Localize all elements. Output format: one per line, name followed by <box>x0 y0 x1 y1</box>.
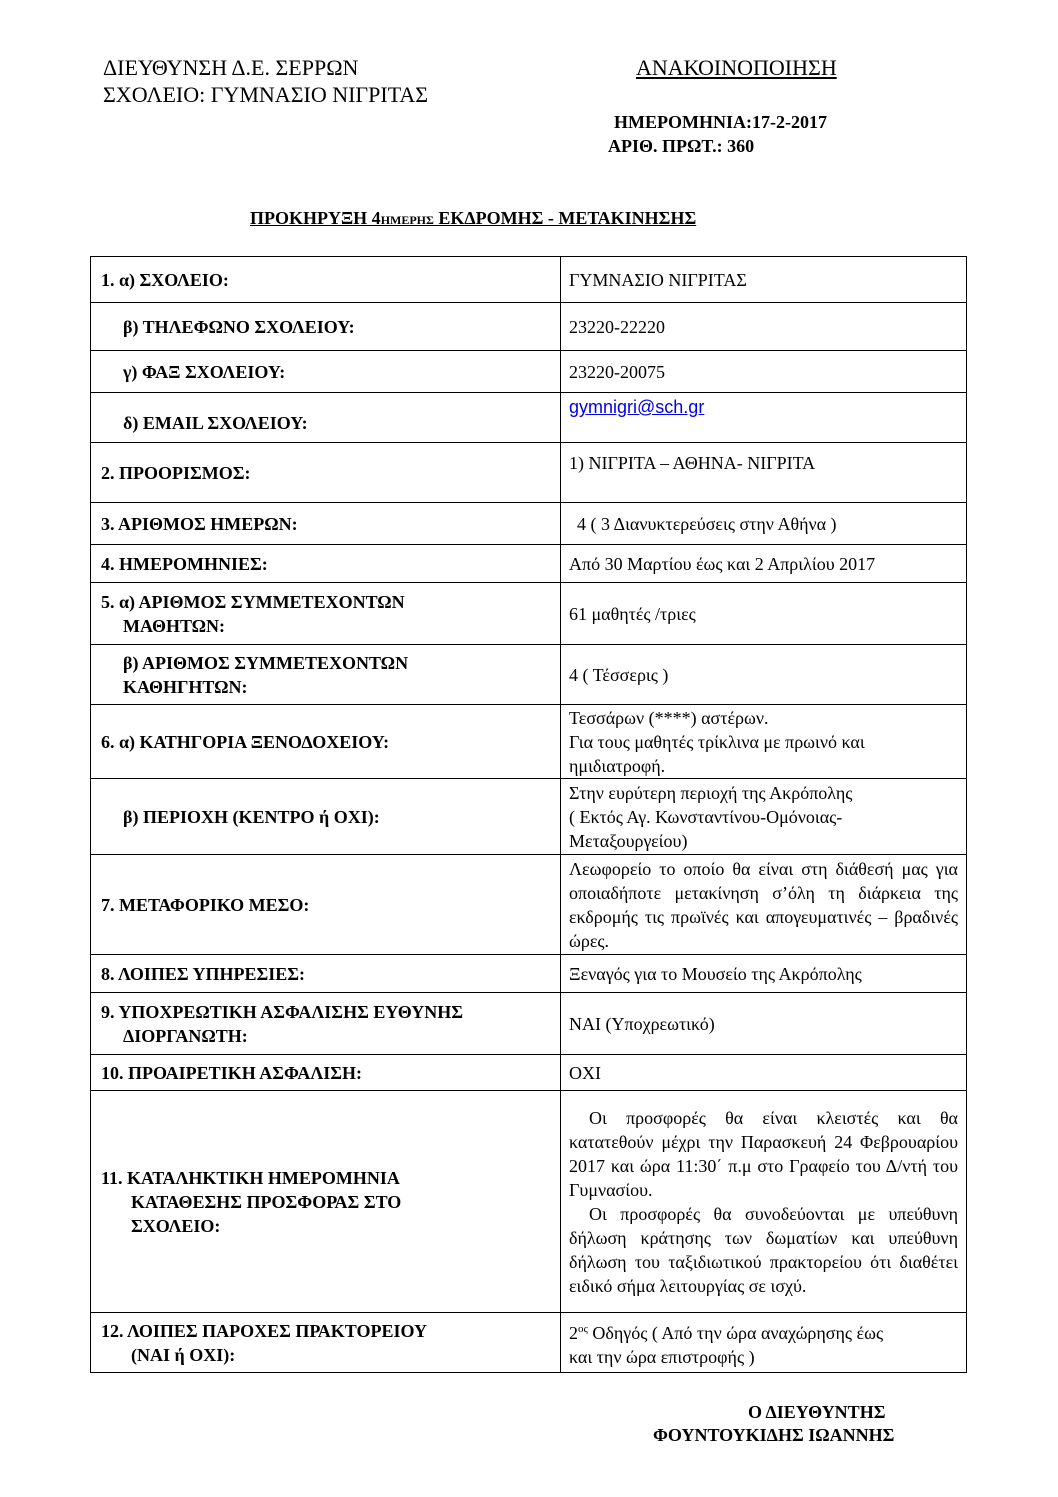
table-row <box>91 993 967 1055</box>
teachers-value: 4 ( Τέσσερις ) <box>561 645 967 705</box>
table-row <box>91 1091 967 1313</box>
table-row <box>91 503 967 545</box>
insurance-label: 9. ΥΠΟΧΡΕΩΤΙΚΗ ΑΣΦΑΛΙΣΗΣ ΕΥΘΥΝΗΣ ΔΙΟΡΓΑΝΩΤΗ: <box>101 1001 463 1046</box>
director-title: Ο ΔΙΕΥΘΥΝΤΗΣ <box>748 1402 886 1422</box>
services-value: Ξεναγός για το Μουσείο της Ακρόπολης <box>561 955 967 993</box>
proclamation-part-1: ΠΡΟΚΗΡΥΞΗ 4 <box>250 208 381 228</box>
date-line: ΗΜΕΡΟΜΗΝΙΑ:17-2-2017 <box>614 112 827 132</box>
table-row <box>91 545 967 583</box>
agency-label: 12. ΛΟΙΠΕΣ ΠΑΡΟΧΕΣ ΠΡΑΚΤΟΡΕΙΟΥ (ΝΑΙ ή ΟΧΙ): <box>101 1320 427 1365</box>
hotel-label: 6. α) ΚΑΤΗΓΟΡΙΑ ΞΕΝΟΔΟΧΕΙΟΥ: <box>91 705 561 779</box>
table-row <box>91 645 967 705</box>
destination-value: 1) ΝΙΓΡΙΤΑ – ΑΘΗΝΑ- ΝΙΓΡΙΤΑ <box>561 443 967 503</box>
trip-details-table <box>90 256 967 1373</box>
insurance-value: ΝΑΙ (Υποχρεωτικό) <box>561 993 967 1055</box>
agency-value: $2^{o\varsigma}$ Οδηγός ( Από την ώρα αναχώρησης έως και την ώρα επιστροφής ) <box>561 1313 967 1373</box>
proclamation-part-3: ΕΚΔΡΟΜΗΣ - ΜΕΤΑΚΙΝΗΣΗΣ <box>433 208 697 228</box>
hotel-value: Τεσσάρων (****) αστέρων. Για τους μαθητές τρίκλινα με πρωινό και ημιδιατροφή. <box>561 705 967 779</box>
phone-label: β) ΤΗΛΕΦΩΝΟ ΣΧΟΛΕΙΟΥ: <box>123 316 355 337</box>
table-row <box>91 955 967 993</box>
deadline-value: Οι προσφορές θα είναι κλειστές και θα κατατεθούν μέχρι την Παρασκευή 24 Φεβρουαρίου 2017 και ώρα 11:30΄ π.μ στο Γραφείο του Δ/ντή του Γυμνασίου. Οι προσφορές θα συνοδεύονται με υπεύθυνη δήλωση κράτησης των δωματίων και υπεύθυνη δήλωση του ταξιδιωτικού πρακτορείου ότι διαθέτει ειδικό σήμα λειτουργίας σε ισχύ. <box>561 1091 967 1313</box>
days-value: 4 ( 3 Διανυκτερεύσεις στην Αθήνα ) <box>561 503 967 545</box>
optional-insurance-value: ΟΧΙ <box>561 1055 967 1091</box>
table-row <box>91 855 967 955</box>
email-label: δ) EMAIL ΣΧΟΛΕΙΟΥ: <box>123 412 308 433</box>
announcement-heading: ΑΝΑΚΟΙΝΟΠΟΙΗΣΗ <box>636 55 837 80</box>
school-heading: ΣΧΟΛΕΙΟ: ΓΥΜΝΑΣΙΟ ΝΙΓΡΙΤΑΣ <box>103 82 429 107</box>
email-link[interactable]: gymnigri@sch.gr <box>569 397 705 417</box>
table-row <box>91 779 967 855</box>
director-name: ΦΟΥΝΤΟΥΚΙΔΗΣ ΙΩΑΝΝΗΣ <box>653 1425 895 1445</box>
students-label: 5. α) ΑΡΙΘΜΟΣ ΣΥΜΜΕΤΕΧΟΝΤΩΝ ΜΑΘΗΤΩΝ: <box>101 591 405 636</box>
proclamation-part-2: ΗΜΕΡΗΣ <box>380 213 434 227</box>
directorate-heading: ΔΙΕΥΘΥΝΣΗ Δ.Ε. ΣΕΡΡΩΝ <box>103 55 359 80</box>
transport-label: 7. ΜΕΤΑΦΟΡΙΚΟ ΜΕΣΟ: <box>91 855 561 955</box>
transport-value: Λεωφορείο το οποίο θα είναι στη διάθεσή μας για οποιαδήποτε μετακίνηση σ’όλη τη διάρκεια της εκδρομής τις πρωϊνές και απογευματινές – βραδινές ώρες. <box>561 855 967 955</box>
table-row <box>91 303 967 351</box>
table-row <box>91 393 967 443</box>
table-row <box>91 583 967 645</box>
table-row <box>91 1055 967 1091</box>
dates-label: 4. ΗΜΕΡΟΜΗΝΙΕΣ: <box>91 545 561 583</box>
fax-label: γ) ΦΑΞ ΣΧΟΛΕΙΟΥ: <box>123 361 286 382</box>
area-label: β) ΠΕΡΙΟΧΗ (ΚΕΝΤΡΟ ή ΟΧΙ): <box>123 806 380 827</box>
phone-value: 23220-22220 <box>561 303 967 351</box>
protocol-number: ΑΡΙΘ. ΠΡΩΤ.: 360 <box>608 136 755 156</box>
teachers-label: β) ΑΡΙΘΜΟΣ ΣΥΜΜΕΤΕΧΟΝΤΩΝ ΚΑΘΗΓΗΤΩΝ: <box>123 652 409 697</box>
destination-label: 2. ΠΡΟΟΡΙΣΜΟΣ: <box>91 443 561 503</box>
proclamation-title <box>250 208 696 229</box>
services-label: 8. ΛΟΙΠΕΣ ΥΠΗΡΕΣΙΕΣ: <box>91 955 561 993</box>
area-value: Στην ευρύτερη περιοχή της Ακρόπολης ( Εκτός Αγ. Κωνσταντίνου-Ομόνοιας- Μεταξουργείου) <box>561 779 967 855</box>
table-row <box>91 257 967 303</box>
school-value: ΓΥΜΝΑΣΙΟ ΝΙΓΡΙΤΑΣ <box>561 257 967 303</box>
optional-insurance-label: 10. ΠΡΟΑΙΡΕΤΙΚΗ ΑΣΦΑΛΙΣΗ: <box>91 1055 561 1091</box>
fax-value: 23220-20075 <box>561 351 967 393</box>
table-row <box>91 705 967 779</box>
school-label: 1. α) ΣΧΟΛΕΙΟ: <box>91 257 561 303</box>
table-row <box>91 351 967 393</box>
students-value: 61 μαθητές /τριες <box>561 583 967 645</box>
dates-value: Από 30 Μαρτίου έως και 2 Απριλίου 2017 <box>561 545 967 583</box>
days-label: 3. ΑΡΙΘΜΟΣ ΗΜΕΡΩΝ: <box>91 503 561 545</box>
table-row <box>91 1313 967 1373</box>
table-row <box>91 443 967 503</box>
deadline-label: 11. ΚΑΤΑΛΗΚΤΙΚΗ ΗΜΕΡΟΜΗΝΙΑ ΚΑΤΑΘΕΣΗΣ ΠΡΟΣΦΟΡΑΣ ΣΤΟ ΣΧΟΛΕΙΟ: <box>101 1167 402 1236</box>
